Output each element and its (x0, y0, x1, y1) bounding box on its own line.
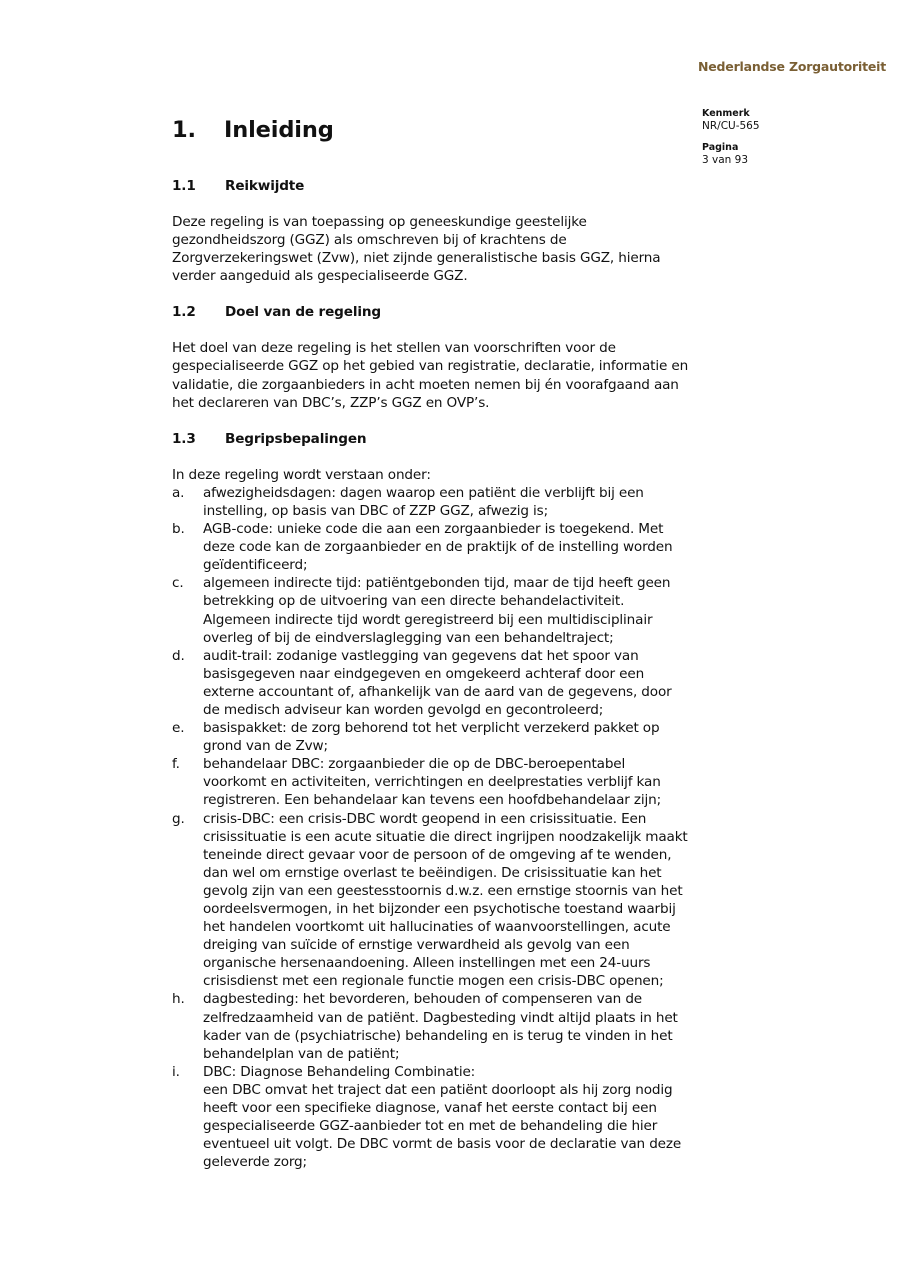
definition-item (172, 484, 692, 520)
document-meta (702, 107, 760, 175)
definitions-list (172, 484, 692, 1172)
chapter-heading (172, 113, 692, 147)
definition-item (172, 810, 692, 991)
kenmerk-value: NR/CU-565 (702, 120, 760, 132)
item-text: basispakket: de zorg behorend tot het verplicht verzekerd pakket op grond van de Zvw; (203, 720, 660, 755)
item-text: algemeen indirecte tijd: patiëntgebonden tijd, maar de tijd heeft geen betrekking op de uitvoering van een directe behandelactiviteit. Algemeen indirecte tijd wordt geregistreerd bij een multidisciplinair overleg of bij de eindverslaglegging van een behandeltraject; (203, 575, 671, 646)
definitions-intro: In deze regeling wordt verstaan onder: (172, 466, 431, 483)
pagina-value: 3 van 93 (702, 154, 749, 166)
item-text: audit-trail: zodanige vastlegging van gegevens dat het spoor van basisgegeven naar eindgegeven en omgekeerd achteraf door een externe accountant of, afhankelijk van de aard van de gegevens, door de medisch adviseur kan worden gevolgd en gecontroleerd; (203, 647, 672, 718)
section-number: 1.2 (172, 304, 196, 321)
document-body (172, 113, 692, 1171)
item-text: AGB-code: unieke code die aan een zorgaanbieder is toegekend. Met deze code kan de zorgaanbieder en de praktijk of de instelling worden geïdentificeerd; (203, 521, 673, 574)
item-marker: d. (172, 647, 185, 664)
item-marker: i. (172, 1063, 180, 1080)
kenmerk-label: Kenmerk (702, 108, 750, 119)
item-marker: b. (172, 521, 185, 538)
item-marker: e. (172, 720, 185, 737)
section-heading-1-2 (172, 303, 692, 321)
section-number: 1.1 (172, 178, 196, 194)
section-title: Doel van de regeling (225, 304, 381, 321)
definition-item (172, 520, 692, 574)
section-title: Begripsbepalingen (225, 430, 367, 447)
item-text: afwezigheidsdagen: dagen waarop een patiënt die verblijft bij een instelling, op basis van DBC of ZZP GGZ, afwezig is; (203, 484, 644, 519)
definition-item (172, 719, 692, 755)
definition-item (172, 647, 692, 719)
section-title: Reikwijdte (225, 178, 305, 194)
item-marker: c. (172, 575, 184, 592)
chapter-number: 1. (172, 117, 196, 143)
section-heading-1-3 (172, 430, 692, 448)
item-text: dagbesteding: het bevorderen, behouden of compenseren van de zelfredzaamheid van de patiënt. Dagbesteding vindt altijd plaats in het kader van de (psychiatrische) behandeling en is terug te vinden in het behandelplan van de patiënt; (203, 991, 678, 1062)
definition-item (172, 990, 692, 1062)
item-text (203, 1063, 692, 1172)
item-marker: f. (172, 756, 180, 773)
definition-item (172, 574, 692, 646)
chapter-title: Inleiding (224, 117, 334, 143)
section-number: 1.3 (172, 430, 196, 447)
item-marker: a. (172, 484, 185, 501)
item-marker: h. (172, 991, 185, 1008)
section-heading-1-1 (172, 177, 692, 195)
definition-item (172, 755, 692, 809)
item-text-term: DBC: Diagnose Behandeling Combinatie: (203, 1063, 476, 1080)
item-marker: g. (172, 810, 185, 827)
item-text-definition: een DBC omvat het traject dat een patiënt doorloopt als hij zorg nodig heeft voor een specifieke diagnose, vanaf het eerste contact bij een gespecialiseerde GGZ-aanbieder tot en met de behandeling die hier eventueel uit volgt. De DBC vormt de basis voor de declaratie van deze geleverde zorg; (203, 1081, 682, 1171)
pagina-label: Pagina (702, 142, 739, 153)
item-text: behandelaar DBC: zorgaanbieder die op de DBC-beroepentabel voorkomt en activiteiten, verrichtingen en deelprestaties verblijf kan registreren. Een behandelaar kan tevens een hoofdbehandelaar zijn; (203, 756, 662, 809)
item-text: crisis-DBC: een crisis-DBC wordt geopend in een crisissituatie. Een crisissituatie is een acute situatie die direct ingrijpen noodzakelijk maakt teneinde direct gevaar voor de persoon of de omgeving af te wenden, dan wel om ernstige overlast te beëindigen. De crisissituatie kan het gevolg zijn van een geestesstoornis d.w.z. een ernstige stoornis van het oordeelsvermogen, in het bijzonder een psychotische toestand waarbij het handelen voortkomt uit hallucinaties of waanvoorstellingen, acute dreiging van suïcide of ernstige verwardheid als gevolg van een organische hersenaandoening. Alleen instellingen met een 24-uurs crisisdienst met een regionale functie mogen een crisis-DBC openen; (203, 810, 688, 990)
section-text-reikwijdte: Deze regeling is van toepassing op geneeskundige geestelijke gezondheidszorg (GGZ) als omschreven bij of krachtens de Zorgverzekeringswet (Zvw), niet zijnde generalistische basis GGZ, hierna verder aangeduid als gespecialiseerde GGZ. (172, 214, 661, 285)
organization-logo: Nederlandse Zorgautoriteit (698, 59, 886, 74)
section-text-doel: Het doel van deze regeling is het stellen van voorschriften voor de gespecialiseerde GGZ op het gebied van registratie, declaratie, informatie en validatie, die zorgaanbieders in acht moeten nemen bij én voorafgaand aan het declareren van DBC’s, ZZP’s GGZ en OVP’s. (172, 340, 689, 411)
definition-item (172, 1063, 692, 1172)
